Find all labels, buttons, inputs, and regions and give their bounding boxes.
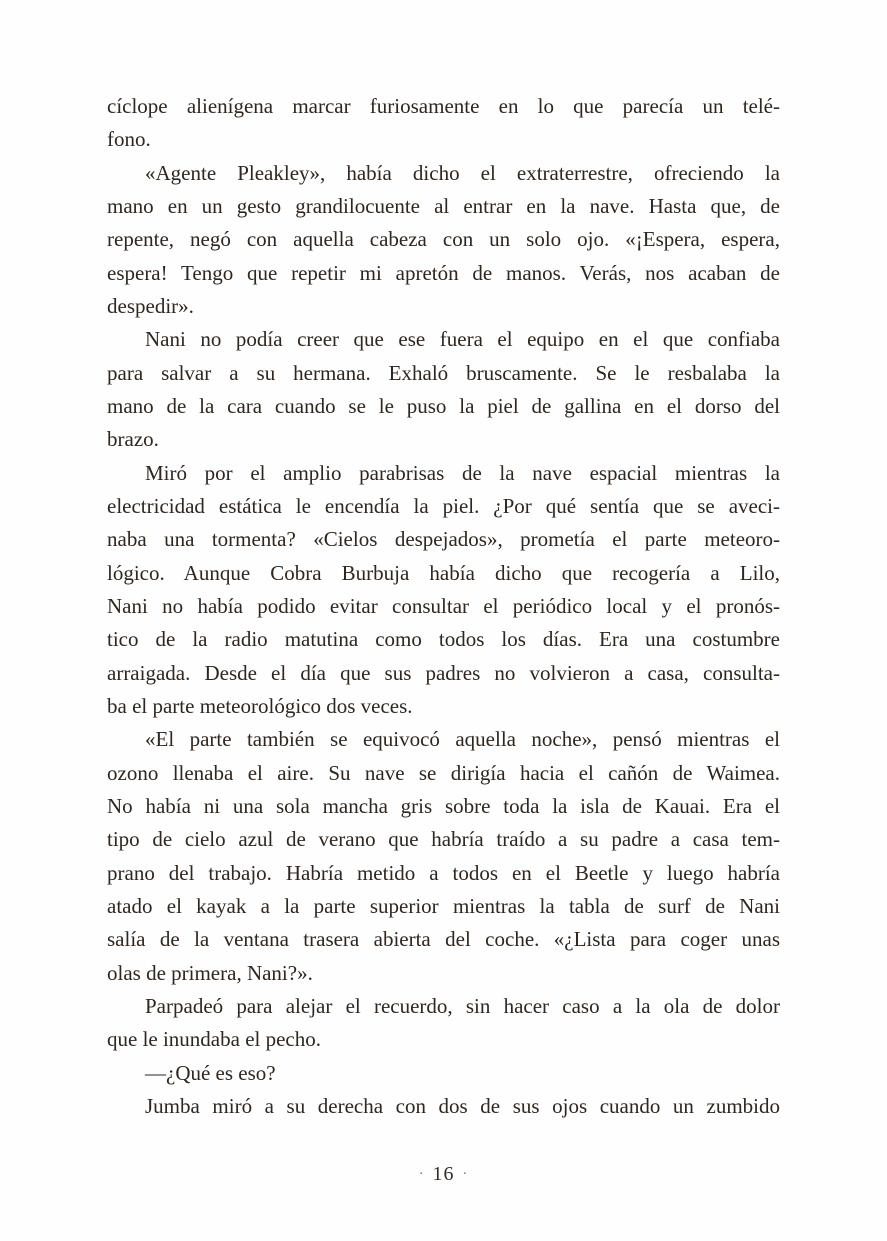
page-footer [0, 1160, 887, 1189]
paragraph [107, 1057, 780, 1090]
page-text [107, 90, 780, 1123]
text-line: ozono llenaba el aire. Su nave se dirigía hacia el cañón de Waimea. [107, 760, 780, 785]
paragraph [107, 990, 780, 1057]
text-line: para salvar a su hermana. Exhaló bruscamente. Se le resbalaba la [107, 360, 780, 385]
text-line: cíclope alienígena marcar furiosamente en lo que parecía un telé- [107, 94, 780, 118]
text-line: ba el parte meteorológico dos veces. [107, 693, 413, 718]
paragraph [107, 723, 780, 990]
text-line: Nani no podía creer que ese fuera el equipo en el que confiaba [145, 327, 780, 352]
ornament-dot-left: · [418, 1167, 425, 1182]
text-line: que le inundaba el pecho. [107, 1027, 321, 1052]
text-line: mano de la cara cuando se le puso la piel de gallina en el dorso del [107, 393, 780, 418]
text-line: salía de la ventana trasera abierta del coche. «¿Lista para coger unas [107, 927, 780, 952]
text-line: Jumba miró a su derecha con dos de sus ojos cuando un zumbido [145, 1093, 780, 1118]
text-line: despedir». [107, 293, 194, 318]
text-line: espera! Tengo que repetir mi apretón de manos. Verás, nos acaban de [107, 260, 780, 285]
text-line: arraigada. Desde el día que sus padres no volvieron a casa, consulta- [107, 660, 780, 685]
paragraph [107, 90, 780, 157]
text-line: repente, negó con aquella cabeza con un solo ojo. «¡Espera, espera, [107, 227, 780, 252]
text-line: electricidad estática le encendía la piel. ¿Por qué sentía que se aveci- [107, 493, 780, 518]
text-line: Nani no había podido evitar consultar el periódico local y el pronós- [107, 593, 780, 618]
text-line: «El parte también se equivocó aquella noche», pensó mientras el [145, 727, 780, 752]
text-line: atado el kayak a la parte superior mientras la tabla de surf de Nani [107, 893, 780, 918]
text-line: naba una tormenta? «Cielos despejados», prometía el parte meteoro- [107, 527, 780, 552]
paragraph [107, 157, 780, 324]
text-line: —¿Qué es eso? [145, 1060, 276, 1085]
text-line: No había ni una sola mancha gris sobre toda la isla de Kauai. Era el [107, 793, 780, 818]
ornament-dot-right: · [462, 1167, 469, 1182]
text-line: olas de primera, Nani?». [107, 960, 313, 985]
paragraph [107, 323, 780, 456]
paragraph [107, 457, 780, 724]
text-line: Miró por el amplio parabrisas de la nave espacial mientras la [145, 460, 780, 485]
text-line: lógico. Aunque Cobra Burbuja había dicho que recogería a Lilo, [107, 560, 780, 585]
page-number: 16 [432, 1163, 455, 1185]
text-line: tipo de cielo azul de verano que habría traído a su padre a casa tem- [107, 827, 780, 852]
text-line: «Agente Pleakley», había dicho el extraterrestre, ofreciendo la [145, 160, 780, 185]
paragraph [107, 1090, 780, 1123]
text-line: tico de la radio matutina como todos los días. Era una costumbre [107, 627, 780, 652]
text-line: Parpadeó para alejar el recuerdo, sin hacer caso a la ola de dolor [145, 993, 780, 1018]
text-line: brazo. [107, 427, 159, 452]
text-line: mano en un gesto grandilocuente al entrar en la nave. Hasta que, de [107, 193, 780, 218]
text-line: prano del trabajo. Habría metido a todos en el Beetle y luego habría [107, 860, 780, 885]
text-line: fono. [107, 127, 151, 152]
